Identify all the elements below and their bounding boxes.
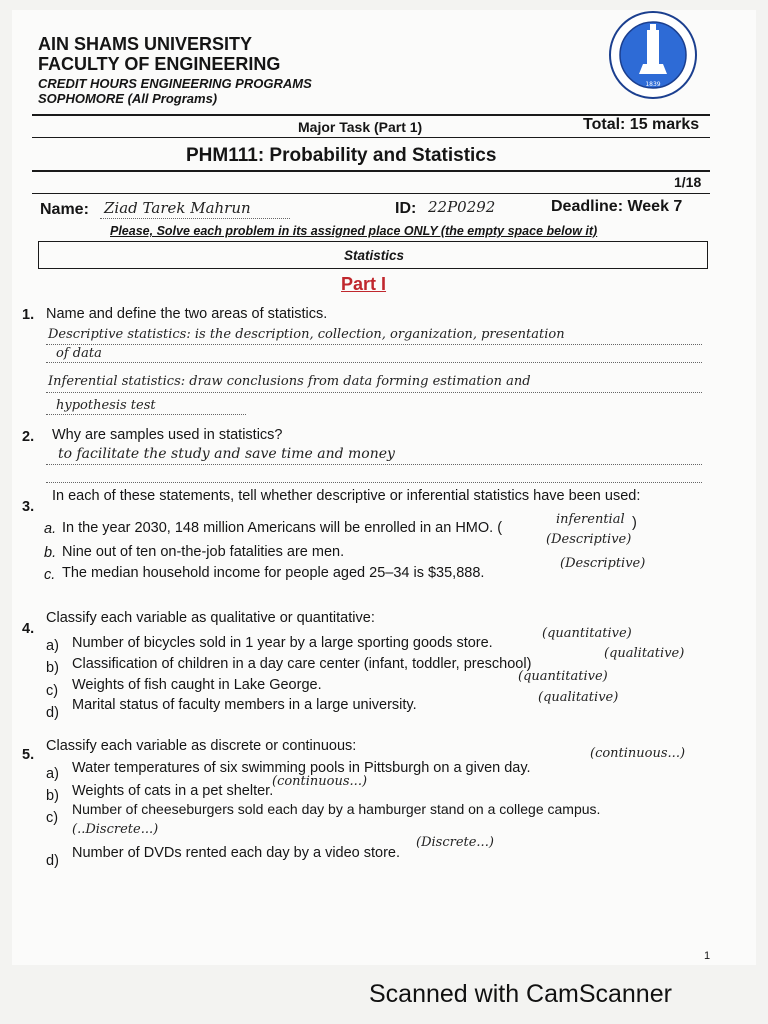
university-name: AIN SHAMS UNIVERSITY — [38, 34, 253, 54]
answer-text: (Discrete...) — [416, 835, 494, 850]
item-label: c) — [46, 810, 59, 826]
answer-text: (continuous...) — [272, 774, 368, 789]
item-text: In the year 2030, 148 million Americans will be enrolled in an HMO. ( — [62, 520, 503, 536]
question-number: 2. — [22, 429, 35, 445]
item-text: Nine out of ten on-the-job fatalities are men. — [62, 544, 345, 560]
item-label: c. — [44, 567, 56, 583]
page-fraction: 1/18 — [674, 174, 702, 190]
question-number: 5. — [22, 747, 35, 763]
item-text: Marital status of faculty members in a large university. — [72, 697, 417, 713]
item-label: c) — [46, 683, 59, 699]
question-text: Classify each variable as discrete or continuous: — [46, 738, 357, 754]
student-name: Ziad Tarek Mahrun — [104, 199, 251, 217]
question-number: 4. — [22, 621, 35, 637]
section-title: Statistics — [344, 248, 405, 263]
item-text: The median household income for people aged 25–34 is $35,888. — [62, 565, 485, 581]
item-label: a) — [46, 766, 59, 782]
programs-line: CREDIT HOURS ENGINEERING PROGRAMS — [38, 76, 312, 91]
item-label: b) — [46, 788, 59, 804]
question-text: Name and define the two areas of statistics. — [46, 306, 328, 322]
answer-text: (qualitative) — [538, 690, 619, 705]
item-text: Number of cheeseburgers sold each day by a hamburger stand on a college campus. — [72, 801, 601, 817]
answer-text: inferential — [556, 512, 625, 527]
university-seal-icon — [597, 10, 709, 100]
student-id: 22P0292 — [428, 198, 496, 216]
item-label: a. — [44, 521, 57, 537]
item-text: Weights of fish caught in Lake George. — [72, 677, 322, 693]
item-label: d) — [46, 853, 59, 869]
page-number: 1 — [704, 950, 711, 962]
item-label: b. — [44, 545, 57, 561]
item-label: d) — [46, 705, 59, 721]
answer-text: (..Discrete...) — [72, 822, 159, 837]
answer-text: (qualitative) — [604, 646, 685, 661]
faculty-name: FACULTY OF ENGINEERING — [38, 54, 281, 74]
item-label: a) — [46, 638, 59, 654]
item-text: Water temperatures of six swimming pools in Pittsburgh on a given day. — [72, 760, 531, 776]
answer-text: (quantitative) — [542, 626, 632, 641]
total-marks: Total: 15 marks — [583, 116, 700, 133]
answer-text: to facilitate the study and save time and money — [58, 446, 395, 462]
answer-text: Inferential statistics: draw conclusions from data forming estimation and — [48, 374, 531, 389]
answer-text: hypothesis test — [56, 398, 156, 413]
answer-text: of data — [56, 346, 102, 361]
answer-text: (Descriptive) — [560, 556, 646, 571]
id-label: ID: — [395, 200, 417, 217]
item-text: Number of DVDs rented each day by a video store. — [72, 845, 401, 861]
course-title: PHM111: Probability and Statistics — [186, 145, 497, 166]
question-text: Why are samples used in statistics? — [52, 427, 283, 443]
question-text: Classify each variable as qualitative or quantitative: — [46, 610, 375, 626]
item-text: ) — [632, 515, 637, 531]
answer-text: (Descriptive) — [546, 532, 632, 547]
instruction: Please, Solve each problem in its assigned place ONLY (the empty space below it) — [110, 224, 598, 238]
task-title: Major Task (Part 1) — [298, 119, 423, 135]
level-line: SOPHOMORE (All Programs) — [38, 91, 218, 106]
deadline: Deadline: Week 7 — [551, 198, 683, 215]
answer-text: (quantitative) — [518, 669, 608, 684]
question-number: 3. — [22, 499, 35, 515]
part-title: Part I — [341, 274, 387, 294]
name-label: Name: — [40, 201, 89, 218]
item-text: Weights of cats in a pet shelter. — [72, 783, 274, 799]
item-text: Classification of children in a day care center (infant, toddler, preschool) — [72, 656, 532, 672]
answer-text: (continuous...) — [590, 746, 686, 761]
scanner-watermark: Scanned with CamScanner — [369, 980, 672, 1008]
item-text: Number of bicycles sold in 1 year by a large sporting goods store. — [72, 635, 493, 651]
question-number: 1. — [22, 307, 35, 323]
seal-year: 1839 — [645, 81, 661, 88]
item-label: b) — [46, 660, 59, 676]
question-text: In each of these statements, tell whether descriptive or inferential statistics have been used: — [52, 488, 641, 504]
answer-text: Descriptive statistics: is the description, collection, organization, presentation — [48, 327, 565, 342]
